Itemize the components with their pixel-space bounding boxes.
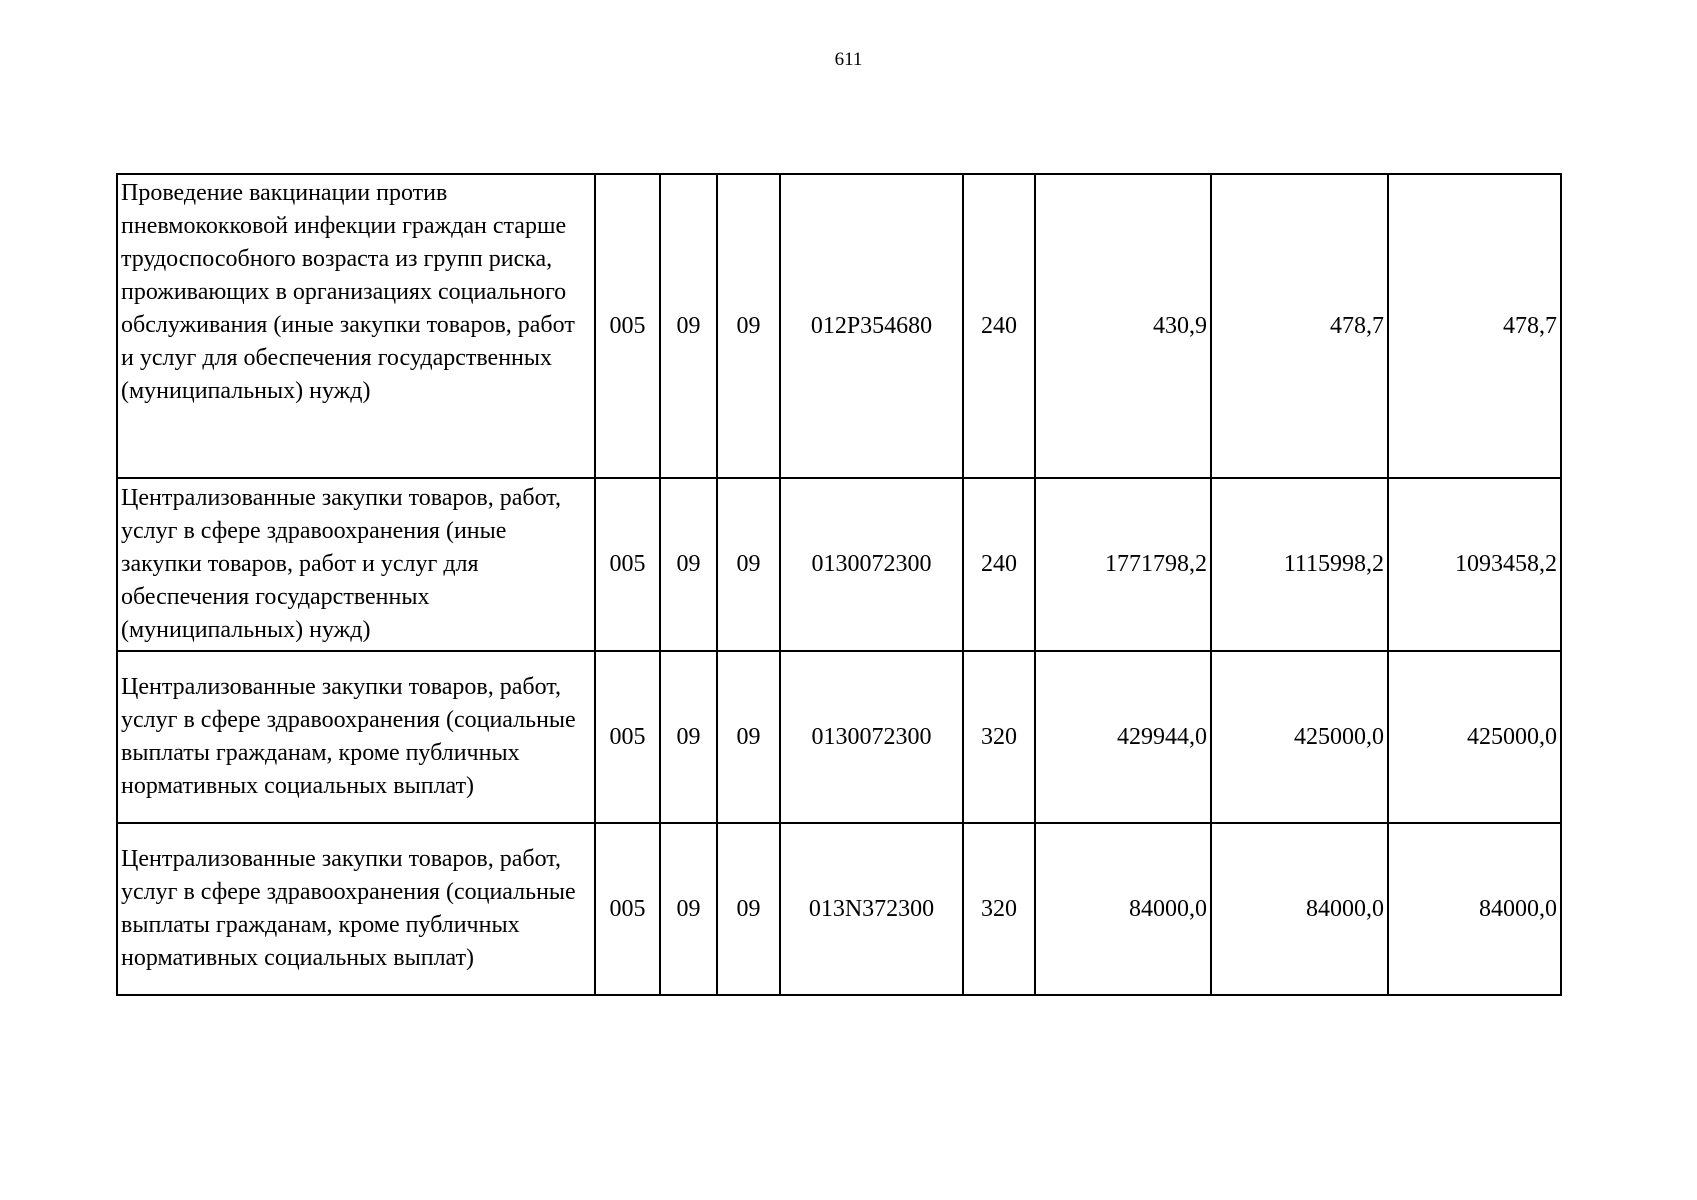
expense-type-code: 320 [963,651,1035,823]
section-code: 09 [660,478,717,651]
subsection-code: 09 [717,823,780,995]
amount-year-1: 84000,0 [1035,823,1211,995]
amount-year-1: 430,9 [1035,174,1211,478]
amount-year-3: 84000,0 [1388,823,1561,995]
amount-year-2: 1115998,2 [1211,478,1388,651]
target-article-code: 013N372300 [780,823,963,995]
table-row [117,823,1561,995]
target-article-code: 0130072300 [780,478,963,651]
ministry-code: 005 [595,651,660,823]
target-article-code: 012P354680 [780,174,963,478]
section-code: 09 [660,651,717,823]
page-number: 611 [834,49,863,70]
row-description: Централизованные закупки товаров, работ, услуг в сфере здравоохранения (социальные выплаты гражданам, кроме публичных нормативных социальных выплат) [117,823,595,995]
ministry-code: 005 [595,478,660,651]
expense-type-code: 240 [963,478,1035,651]
row-description: Проведение вакцинации против пневмококковой инфекции граждан старше трудоспособного возраста из групп риска, проживающих в организациях социального обслуживания (иные закупки товаров, работ и услуг для обеспечения государственных (муниципальных) нужд) [117,174,595,478]
table-row [117,478,1561,651]
table-row [117,651,1561,823]
amount-year-2: 478,7 [1211,174,1388,478]
row-description: Централизованные закупки товаров, работ, услуг в сфере здравоохранения (иные закупки товаров, работ и услуг для обеспечения государственных (муниципальных) нужд) [117,478,595,651]
budget-table [116,173,1562,996]
expense-type-code: 320 [963,823,1035,995]
ministry-code: 005 [595,174,660,478]
expense-type-code: 240 [963,174,1035,478]
subsection-code: 09 [717,174,780,478]
amount-year-1: 429944,0 [1035,651,1211,823]
section-code: 09 [660,174,717,478]
subsection-code: 09 [717,651,780,823]
ministry-code: 005 [595,823,660,995]
amount-year-2: 425000,0 [1211,651,1388,823]
amount-year-2: 84000,0 [1211,823,1388,995]
section-code: 09 [660,823,717,995]
amount-year-1: 1771798,2 [1035,478,1211,651]
row-description: Централизованные закупки товаров, работ, услуг в сфере здравоохранения (социальные выплаты гражданам, кроме публичных нормативных социальных выплат) [117,651,595,823]
amount-year-3: 1093458,2 [1388,478,1561,651]
table-row [117,174,1561,478]
amount-year-3: 478,7 [1388,174,1561,478]
amount-year-3: 425000,0 [1388,651,1561,823]
target-article-code: 0130072300 [780,651,963,823]
subsection-code: 09 [717,478,780,651]
